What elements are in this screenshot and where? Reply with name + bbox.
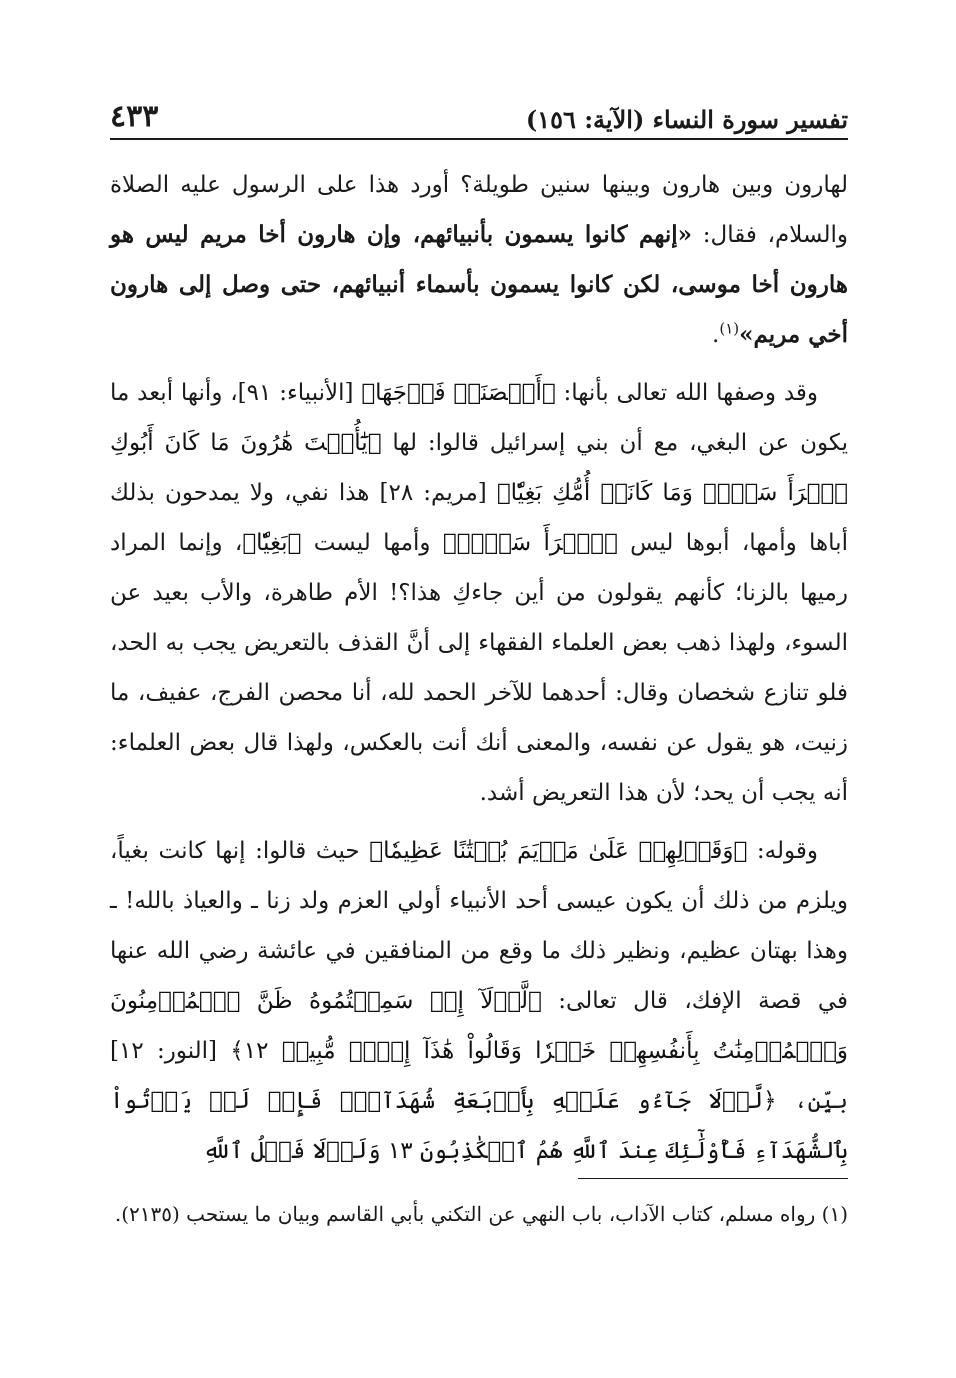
page-number: ٤٣٣ — [110, 99, 159, 134]
quran-verse-2: ﴿يَٰٓأُخۡتَ هَٰرُونَ مَا كَانَ أَبُوكِ ٱمۡرَأَ سَوۡءٖ وَمَا كَانَتۡ أُمُّكِ بَغِيّٗا﴾ — [110, 430, 848, 506]
footnote: (١) رواه مسلم، كتاب الآداب، باب النهي عن التكني بأبي القاسم وبيان ما يستحب (٢١٣٥). — [114, 1202, 848, 1226]
paragraph-2-text-a: وقد وصفها الله تعالى بأنها: — [555, 380, 819, 406]
paragraph-2-text-b: ، وأنها أبعد ما يكون عن البغي، مع أن بني إسرائيل قالوا: لها — [110, 380, 848, 456]
paragraph-1-intro: لهارون وبين هارون وبينها سنين طويلة؟ أورد هذا على الرسول عليه الصلاة والسلام، فقال: — [110, 172, 848, 248]
quran-verse-5: ﴿وَقَوۡلِهِمۡ عَلَىٰ مَرۡيَمَ بُهۡتَٰنًا عَظِيمٗا﴾ — [369, 838, 748, 864]
hadith-quote: «إنهم كانوا يسمون بأنبيائهم، وإن هارون أخا مريم ليس هو هارون أخا موسى، لكن كانوا يسمون بأسماء أنبيائهم، حتى وصل إلى هارون أخي مريم» — [110, 221, 848, 348]
footnote-marker: (١) — [719, 319, 740, 338]
quran-verse-7: ﴿لَّوۡلَا جَآءُو عَلَيۡهِ بِأَرۡبَعَةِ شُهَدَآءَۚ فَإِذۡ لَمۡ يَأۡتُواْ بِٱلشُّهَدَآءِ فَأُوْلَٰٓئِكَ عِندَ ٱللَّهِ هُمُ ٱلۡكَٰذِبُونَ ١٣ وَلَوۡلَا فَضۡلُ ٱللَّهِ — [110, 1088, 848, 1164]
book-page — [110, 88, 848, 1328]
verse-reference-3: [النور: ١٢] — [110, 1038, 231, 1064]
chapter-title: تفسير سورة النساء (الآية: ١٥٦) — [525, 105, 848, 134]
footnote-divider — [578, 1178, 848, 1179]
quran-verse-4: ﴿بَغِيّٗا﴾ — [242, 530, 302, 556]
quran-verse-6: ﴿لَّوۡلَآ إِذۡ سَمِعۡتُمُوهُ ظَنَّ ٱلۡمُؤۡمِنُونَ وَٱلۡمُؤۡمِنَٰتُ بِأَنفُسِهِمۡ خَيۡرٗا وَقَالُواْ هَٰذَآ إِفۡكٞ مُّبِينٞ ١٢﴾ — [110, 988, 849, 1064]
paragraph-1 — [110, 160, 848, 360]
paragraph-3-text-a: وقوله: — [747, 838, 819, 864]
paragraph-2-text-c: هذا نفي، ولا يمدحون بذلك أباها وأمها، أبوها ليس — [110, 480, 848, 556]
paragraph-3-text-b: حيث قالوا: إنها كانت بغياً، ويلزم من ذلك أن يكون عيسى أحد الأنبياء أولي العزم ولد زنا ـ والعياذ بالله! ـ وهذا بهتان عظيم، ونظير ذلك ما وقع من المنافقين في عائشة رضي الله عنها في قصة الإفك، قال تعالى: — [110, 838, 848, 1014]
paragraph-2-text-d: وأمها ليست — [301, 530, 443, 556]
quran-verse-3: ﴿ٱمۡرَأَ سَوۡءٖ﴾ — [442, 530, 618, 556]
paragraph-3 — [110, 826, 848, 1176]
running-header — [110, 88, 848, 140]
paragraph-1-end: . — [712, 322, 720, 348]
paragraph-2-text-e: ، وإنما المراد رميها بالزنا؛ كأنهم يقولون من أين جاءكِ هذا؟! الأم طاهرة، والأب بعيد عن السوء، ولهذا ذهب بعض العلماء الفقهاء إلى أنَّ القذف بالتعريض يجب به الحد، فلو تنازع شخصان وقال: أحدهما للآخر الحمد لله، أنا محصن الفرج، عفيف، ما زنيت، هو يقول عن نفسه، والمعنى أنك أنت بالعكس، ولهذا قال بعض العلماء: أنه يجب أن يحد؛ لأن هذا التعريض أشد. — [110, 530, 848, 806]
quran-verse-1: ﴿أَحۡصَنَتۡ فَرۡجَهَا﴾ — [361, 380, 556, 406]
verse-reference-1: [الأنبياء: ٩١] — [237, 380, 362, 406]
verse-reference-2: [مريم: ٢٨] — [379, 480, 497, 506]
paragraph-3-text-c: بيِّن، — [776, 1088, 849, 1114]
main-text — [110, 160, 848, 1176]
paragraph-2 — [110, 368, 848, 818]
